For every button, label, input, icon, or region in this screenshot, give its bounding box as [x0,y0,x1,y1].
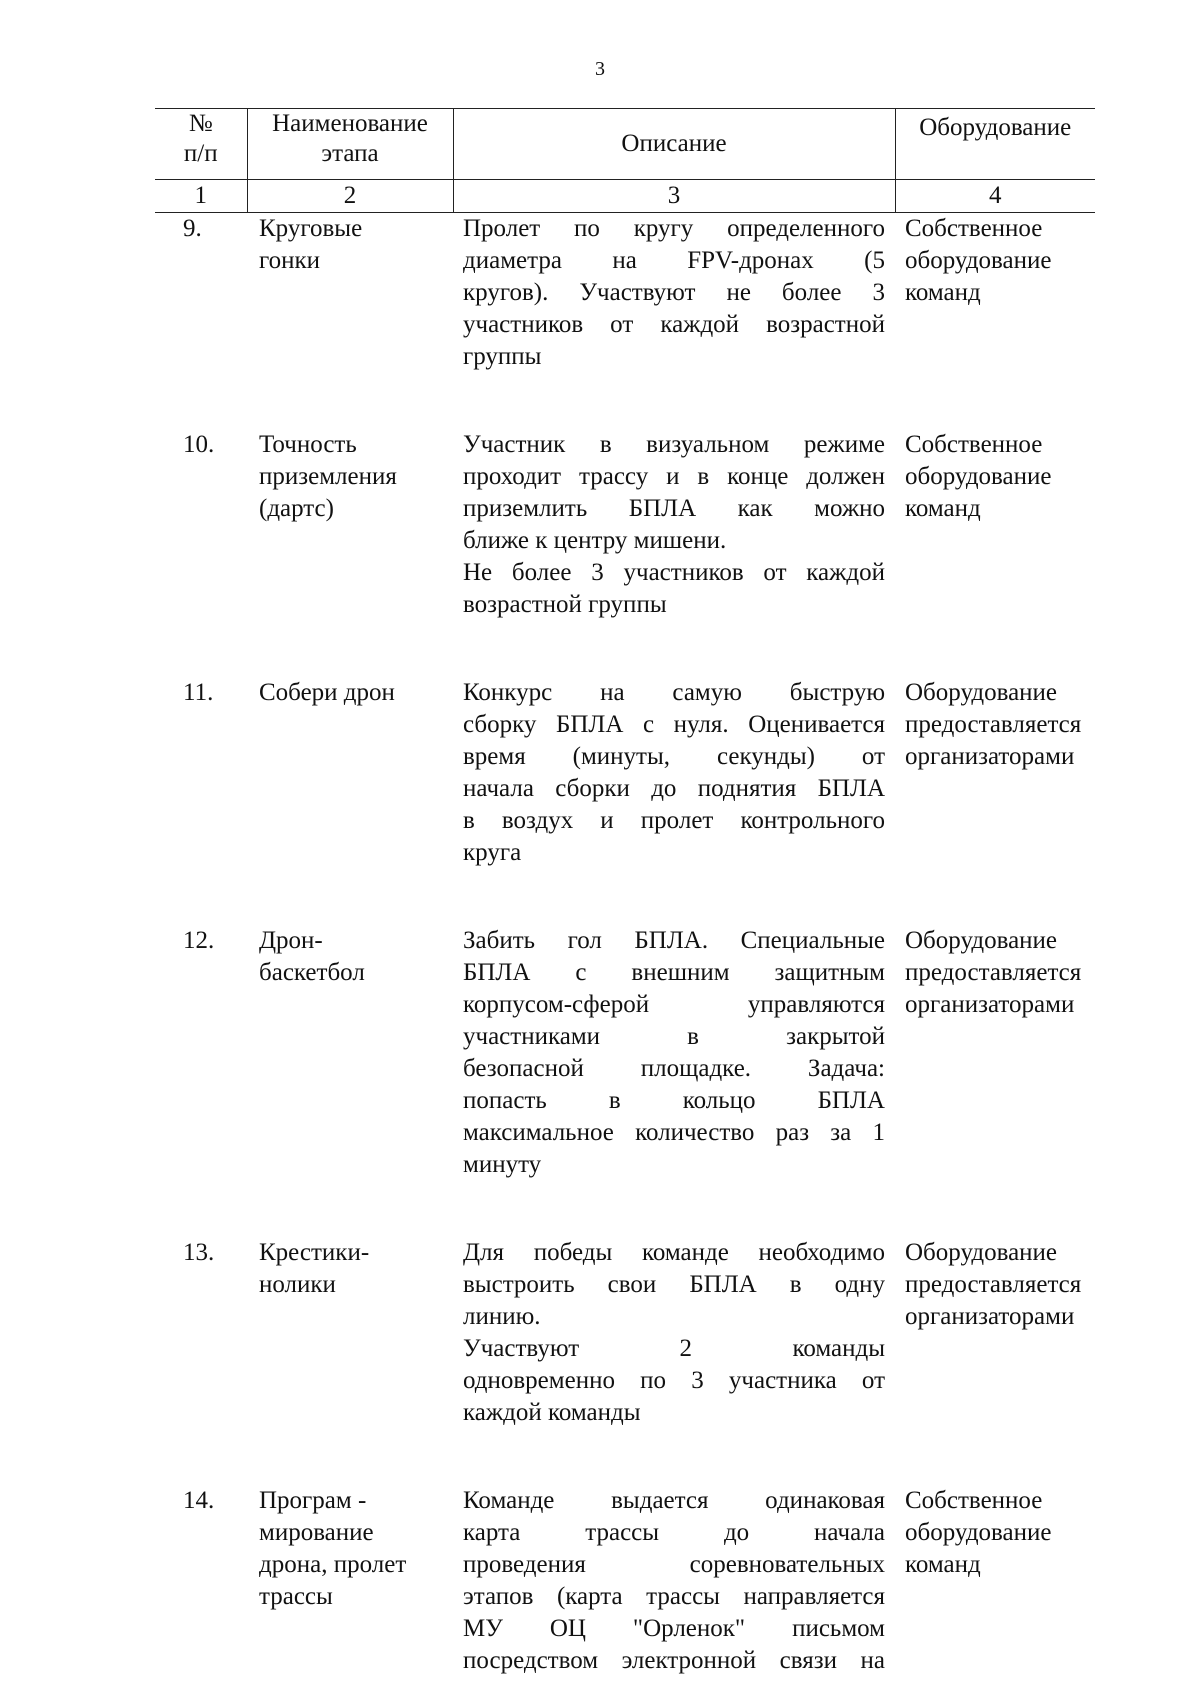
stage-equipment: Оборудование предоставляется организаторами [905,1239,1082,1330]
table-header-row [155,109,1095,180]
header-equipment: Оборудование [895,109,1095,180]
column-index: 1 [155,180,247,213]
header-name: Наименование этапа [247,109,453,180]
table-row [155,677,1095,925]
table-row [155,213,1095,430]
stage-description: Команде выдается одинаковая карта трассы до начала проведения соревновательных этапов (карта трассы направляется МУ ОЦ "Орленок" письмом посредством электронной связи на [463,1487,885,1674]
stage-name: Круговые гонки [259,215,363,274]
stage-name: Собери дрон [259,679,395,706]
stage-equipment: Собственное оборудование команд [905,431,1052,522]
stage-name: Програм - мирование дрона, пролет трассы [259,1487,407,1610]
stage-equipment: Собственное оборудование команд [905,1487,1052,1578]
row-number: 9. [183,215,202,242]
stage-equipment: Оборудование предоставляется организаторами [905,679,1082,770]
stage-description: Забить гол БПЛА. Специальные БПЛА с внешним защитным корпусом-сферой управляются участниками в закрытой безопасной площадке. Задача: попасть в кольцо БПЛА максимальное количество раз за 1 минуту [463,927,885,1178]
row-number: 10. [183,431,215,458]
header-num: № п/п [155,109,247,180]
stage-equipment: Собственное оборудование команд [905,215,1052,306]
table-row [155,1485,1095,1677]
page-number: 3 [595,58,605,80]
row-number: 11. [183,679,214,706]
column-index: 3 [453,180,895,213]
table-row [155,925,1095,1237]
column-index-row [155,180,1095,213]
header-description: Описание [453,109,895,180]
stage-name: Точность приземления (дартс) [259,431,397,522]
stage-description: Пролет по кругу определенного диаметра на FPV-дронах (5 кругов). Участвуют не более 3 участников от каждой возрастной группы [463,215,885,370]
stage-description: Конкурс на самую быструю сборку БПЛА с нуля. Оценивается время (минуты, секунды) от начала сборки до поднятия БПЛА в воздух и пролет контрольного круга [463,679,885,866]
table-row [155,1237,1095,1485]
column-index: 2 [247,180,453,213]
row-number: 12. [183,927,215,954]
stage-description: Для победы команде необходимо выстроить свои БПЛА в одну линию. Участвуют 2 команды одновременно по 3 участника от каждой команды [463,1239,885,1426]
stage-name: Крестики- нолики [259,1239,370,1298]
table-row [155,429,1095,677]
stage-description: Участник в визуальном режиме проходит трассу и в конце должен приземлить БПЛА как можно ближе к центру мишени. Не более 3 участников от каждой возрастной группы [463,431,885,618]
row-number: 14. [183,1487,215,1514]
column-index: 4 [895,180,1095,213]
row-number: 13. [183,1239,215,1266]
stage-name: Дрон- баскетбол [259,927,365,986]
stage-equipment: Оборудование предоставляется организаторами [905,927,1082,1018]
stages-table [155,108,1095,1677]
